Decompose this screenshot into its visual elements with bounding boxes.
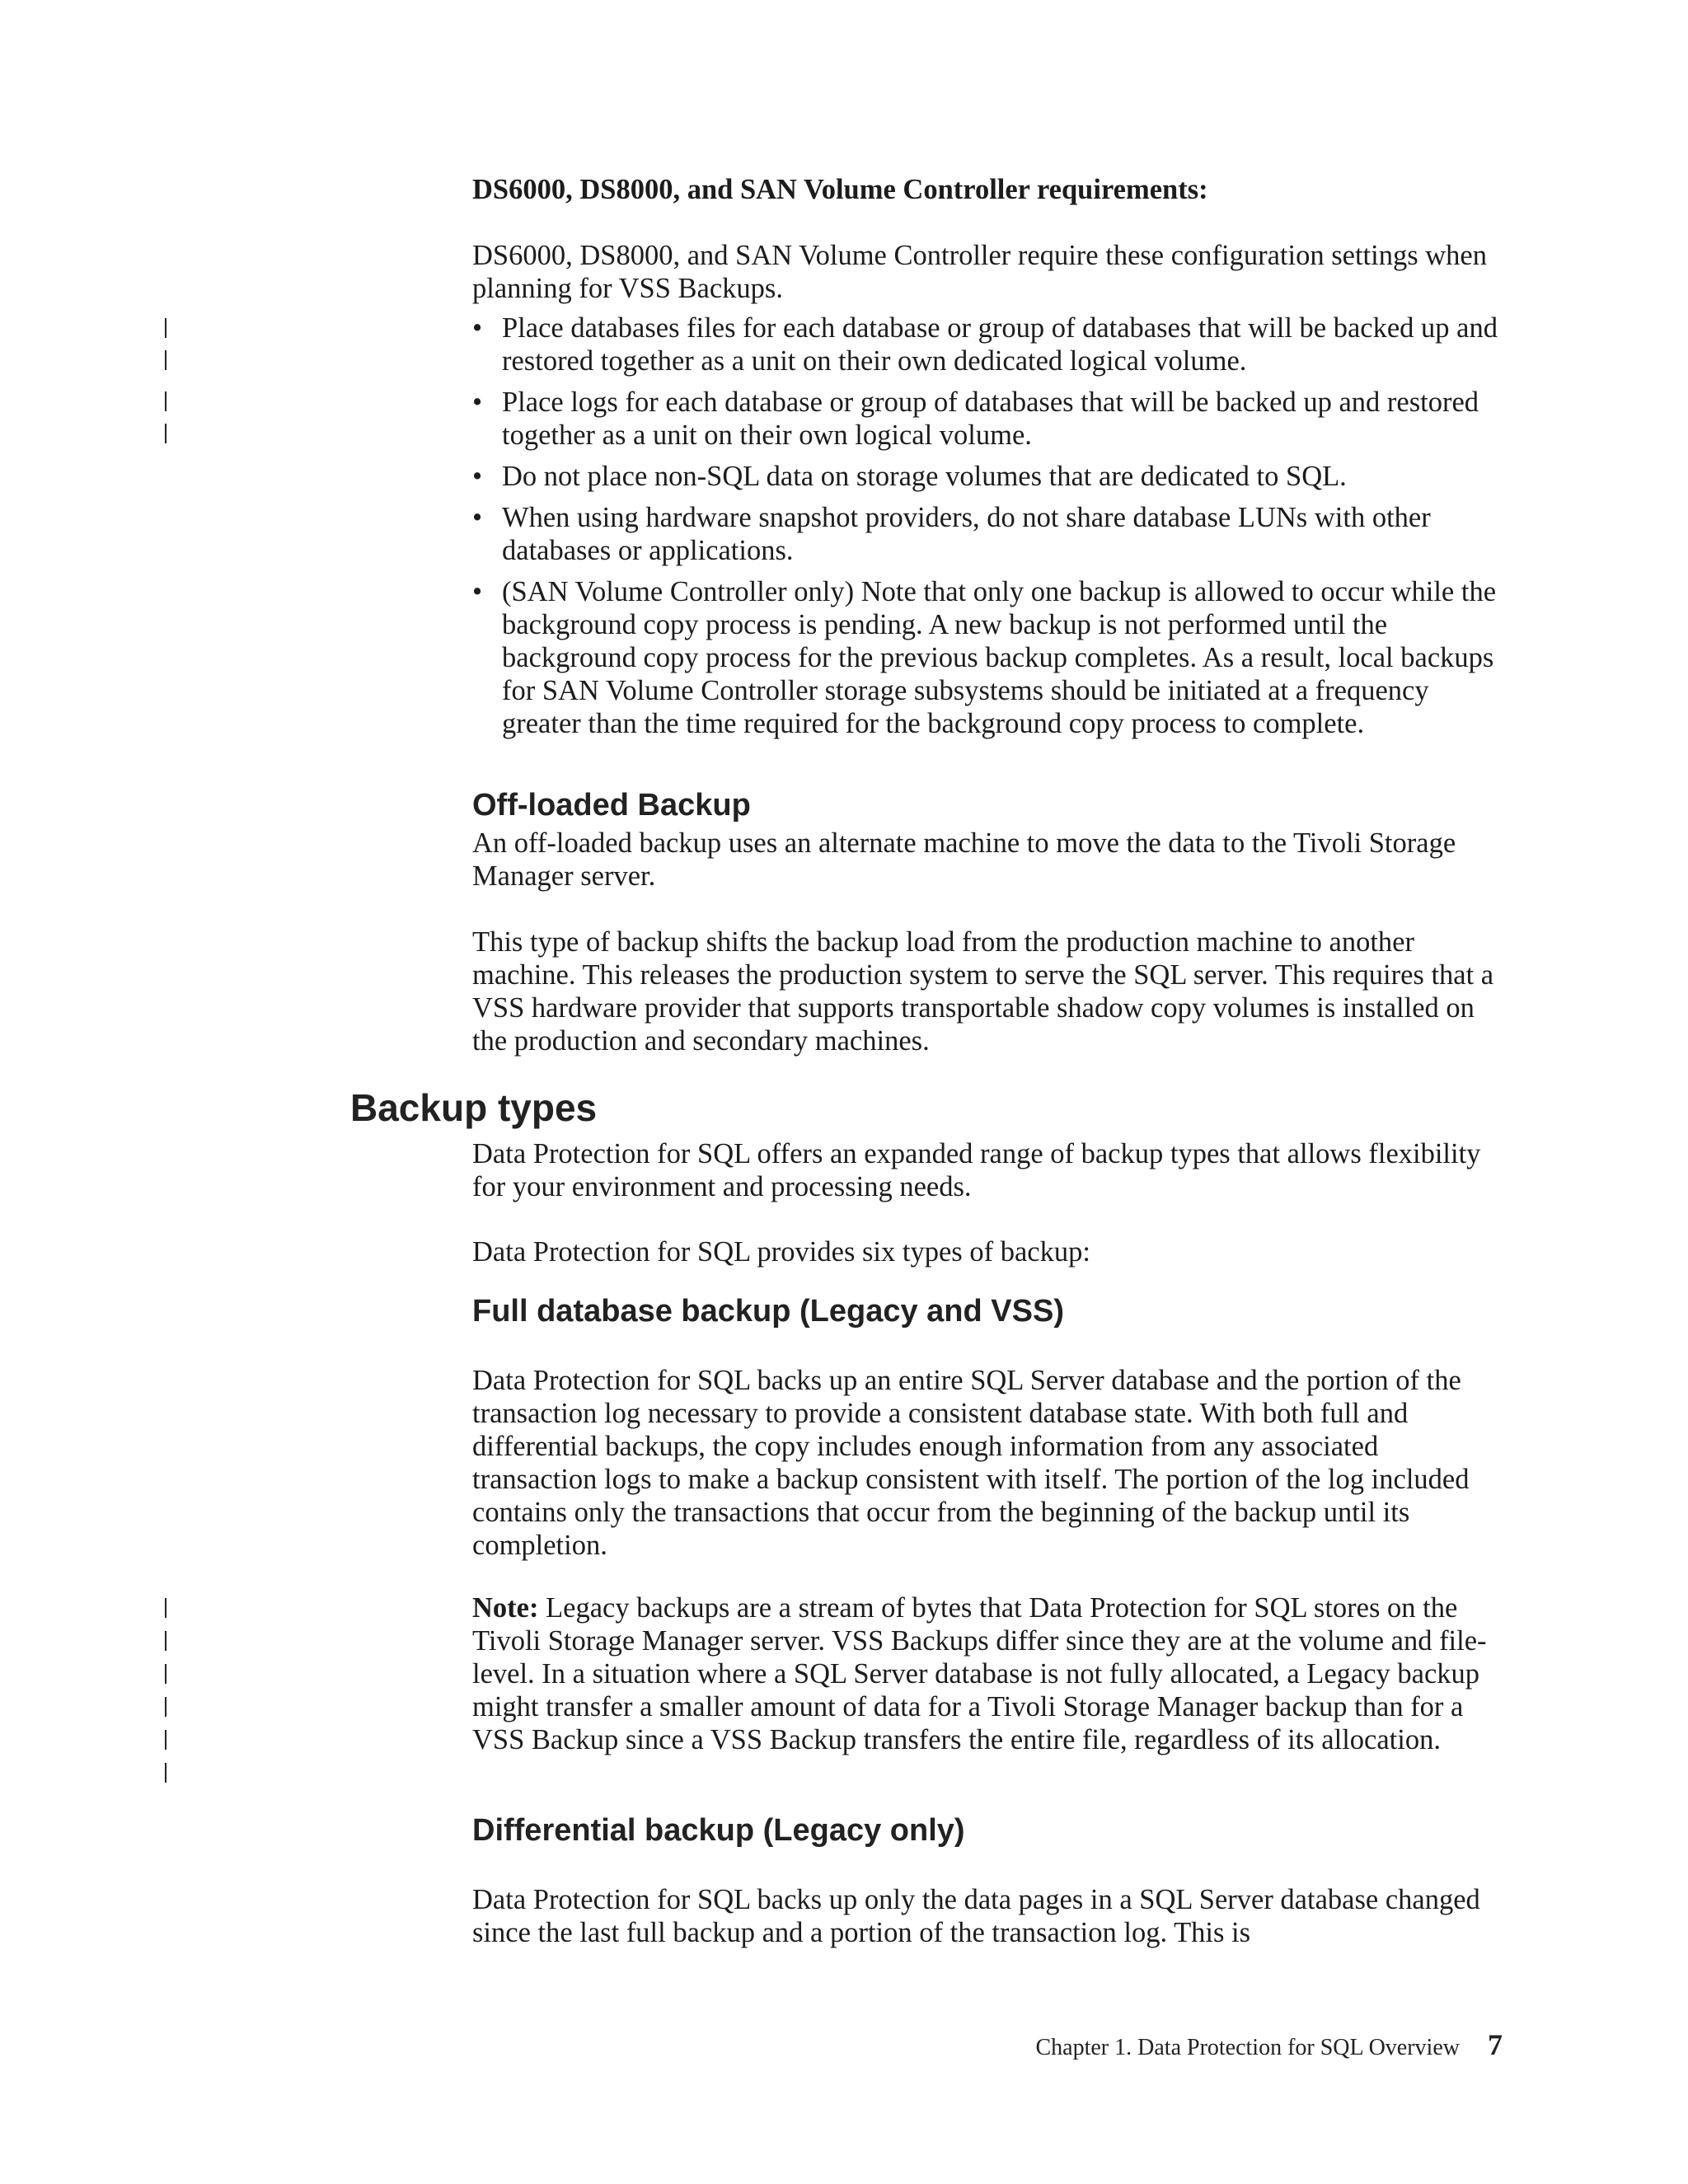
note-paragraph — [472, 1591, 1503, 1756]
change-bar — [165, 1730, 166, 1750]
change-bar — [165, 1664, 166, 1684]
differential-heading: Differential backup (Legacy only) — [472, 1813, 965, 1848]
note-label: Note: — [472, 1592, 539, 1624]
change-bar — [165, 1631, 166, 1651]
footer-chapter-title: Chapter 1. Data Protection for SQL Overview — [1035, 2035, 1460, 2060]
list-item: • (SAN Volume Controller only) Note that only one backup is allowed to occur while the background copy process is pending. A new backup is not performed until the background copy process for the previous backup completes. As a result, local backups for SAN Volume Controller storage subsystems should be initiated at a frequency greater than the time required for the background copy process to complete. — [472, 575, 1511, 740]
change-bar — [165, 1697, 166, 1717]
backup-types-paragraph-1: Data Protection for SQL offers an expanded range of backup types that allows flexibility for your environment and processing needs. — [472, 1138, 1481, 1202]
note-text: Legacy backups are a stream of bytes that Data Protection for SQL stores on the Tivoli Storage Manager server. VSS Backups differ since they are at the volume and file-level. In a situation where a SQL Server database is not fully allocated, a Legacy backup might transfer a smaller amount of data for a Tivoli Storage Manager backup than for a VSS Backup since a VSS Backup transfers the entire file, regardless of its allocation. — [472, 1592, 1487, 1755]
offloaded-heading: Off-loaded Backup — [472, 788, 751, 823]
change-bar — [165, 1598, 166, 1618]
ds-requirements-list — [472, 312, 1511, 748]
full-backup-paragraph: Data Protection for SQL backs up an entire SQL Server database and the portion of the transaction log necessary to provide a consistent database state. With both full and differential backups, the copy includes enough information from any associated transaction logs to make a backup consistent with itself. The portion of the log included contains only the transactions that occur from the beginning of the backup until its completion. — [472, 1365, 1470, 1561]
list-item: • When using hardware snapshot providers, do not share database LUNs with other databases or applications. — [472, 501, 1511, 567]
list-item: • Place logs for each database or group of databases that will be backed up and restored together as a unit on their own logical volume. — [472, 386, 1511, 452]
change-bar — [165, 350, 166, 370]
change-bar — [165, 391, 166, 411]
change-bar — [165, 318, 166, 338]
full-backup-heading: Full database backup (Legacy and VSS) — [472, 1294, 1064, 1329]
offloaded-paragraph-1: An off-loaded backup uses an alternate machine to move the data to the Tivoli Storage Manager server. — [472, 827, 1456, 892]
backup-types-paragraph-2: Data Protection for SQL provides six types of backup: — [472, 1236, 1090, 1268]
ds-requirements-heading: DS6000, DS8000, and SAN Volume Controller requirements: — [472, 174, 1208, 205]
backup-types-heading: Backup types — [350, 1086, 598, 1129]
ds-intro-paragraph: DS6000, DS8000, and SAN Volume Controller require these configuration settings when planning for VSS Backups. — [472, 240, 1487, 304]
page-footer — [1036, 2030, 1503, 2063]
offloaded-paragraph-2: This type of backup shifts the backup load from the production machine to another machine. This releases the production system to serve the SQL server. This requires that a VSS hardware provider that supports transportable shadow copy volumes is installed on the production and secondary machines. — [472, 926, 1494, 1057]
page-number: 7 — [1488, 2028, 1503, 2061]
change-bar — [165, 424, 166, 443]
differential-paragraph: Data Protection for SQL backs up only the data pages in a SQL Server database changed since the last full backup and a portion of the transaction log. This is — [472, 1884, 1480, 1948]
list-item: • Do not place non-SQL data on storage volumes that are dedicated to SQL. — [472, 460, 1511, 493]
change-bar — [165, 1763, 166, 1783]
list-item: • Place databases files for each database or group of databases that will be backed up and restored together as a unit on their own dedicated logical volume. — [472, 312, 1511, 377]
